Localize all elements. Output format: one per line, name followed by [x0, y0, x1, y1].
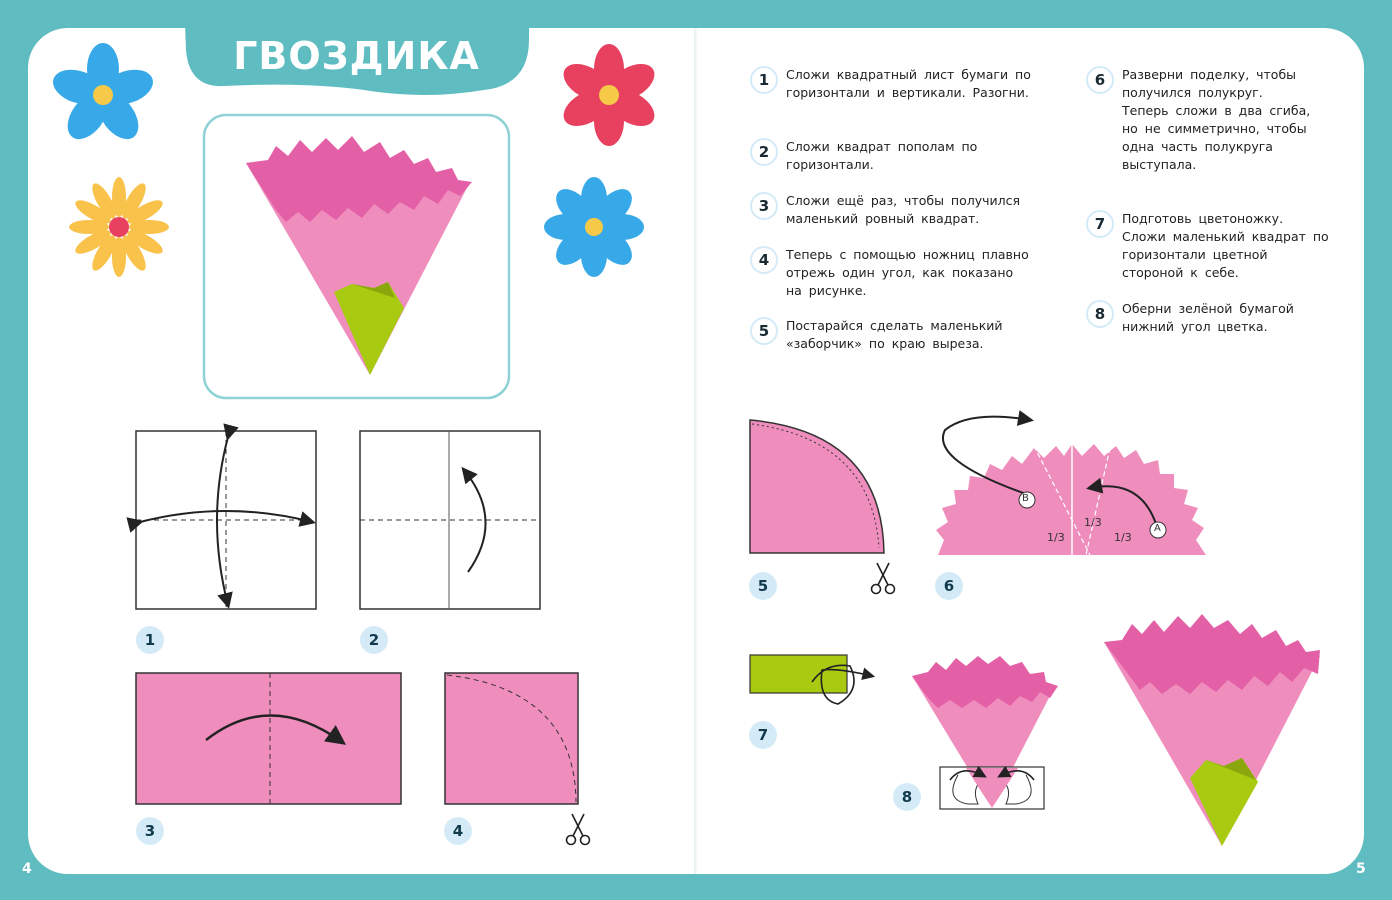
step-badge-2: 2 [360, 626, 388, 654]
instruction-5: 5 Постарайся сделать маленький «заборчик» по краю выреза. [750, 317, 1040, 353]
label-fraction-right: 1/3 [1114, 531, 1132, 544]
step-badge-7: 7 [749, 721, 777, 749]
diagram-step-8 [912, 656, 1058, 809]
flower-yellow-icon [69, 177, 169, 277]
step-badge-3: 3 [136, 817, 164, 845]
instruction-1: 1 Сложи квадратный лист бумаги по горизонтали и вертикали. Разогни. [750, 66, 1050, 102]
scissors-icon-2 [872, 563, 895, 594]
page-number-right: 5 [1356, 861, 1366, 877]
step-badge-4: 4 [444, 817, 472, 845]
flower-blue-icon-2 [544, 177, 644, 277]
step-badge-6: 6 [935, 572, 963, 600]
label-point-b: B [1022, 493, 1029, 504]
diagram-step-7 [750, 655, 872, 704]
step-badge-1: 1 [136, 626, 164, 654]
diagram-step-1 [136, 431, 316, 609]
page-title: ГВОЗДИКА [233, 34, 480, 78]
label-fraction-mid: 1/3 [1084, 516, 1102, 529]
carnation-final [1104, 614, 1320, 846]
diagram-step-2 [360, 431, 540, 609]
step-badge-5: 5 [749, 572, 777, 600]
scissors-icon [567, 814, 590, 845]
step-badge-8: 8 [893, 783, 921, 811]
instruction-4: 4 Теперь с помощью ножниц плавно отрежь один угол, как показано на рисунке. [750, 246, 1030, 300]
label-fraction-left: 1/3 [1047, 531, 1065, 544]
flower-blue-icon [49, 43, 158, 146]
instruction-7: 7 Подготовь цветоножку. Сложи маленький квадрат по горизонтали цветной стороной к себе. [1086, 210, 1331, 282]
flower-red-icon [557, 44, 660, 146]
page-number-left: 4 [22, 861, 32, 877]
diagram-step-6 [936, 417, 1206, 555]
label-point-a: A [1154, 523, 1161, 534]
instruction-8: 8 Оберни зелёной бумагой нижний угол цветка. [1086, 300, 1326, 336]
diagram-step-4 [445, 673, 578, 804]
instruction-2: 2 Сложи квадрат пополам по горизонтали. [750, 138, 1050, 174]
instruction-6: 6 Разверни поделку, чтобы получился полукруг. Теперь сложи в два сгиба, но не симметрично, чтобы одна часть полукруга выступала. [1086, 66, 1311, 174]
diagram-step-3 [136, 673, 401, 804]
diagram-step-5 [750, 420, 884, 553]
instruction-3: 3 Сложи ещё раз, чтобы получился маленький ровный квадрат. [750, 192, 1050, 228]
